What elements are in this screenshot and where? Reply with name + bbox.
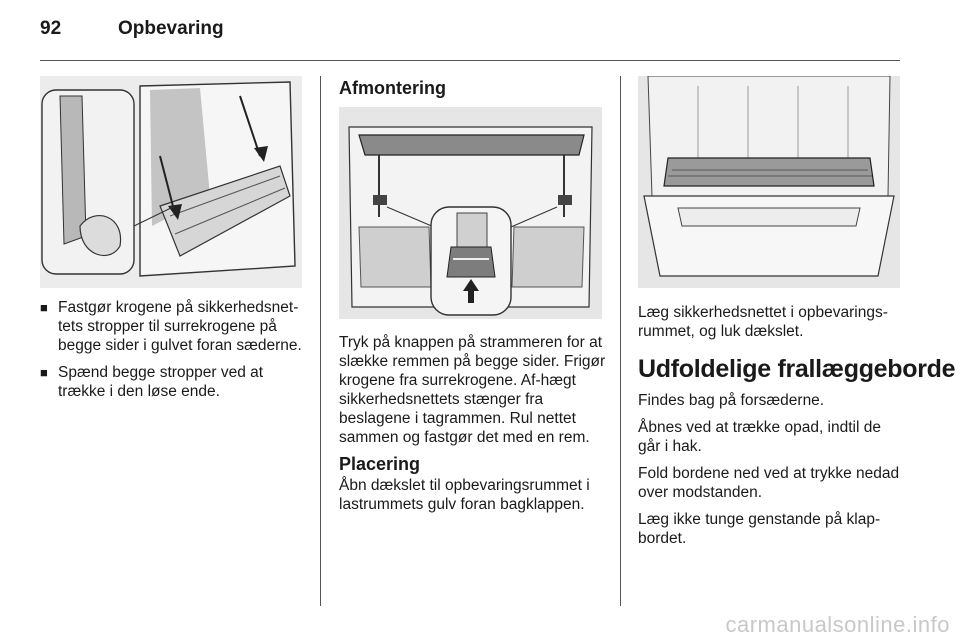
bullet-text: Spænd begge stropper ved at trække i den løse ende. — [58, 364, 264, 400]
bullet-text: Fastgør krogene på sikkerhedsnet-tets stropper til surrekrogene på begge sider i gulvet foran sæderne. — [58, 299, 302, 354]
storage-paragraph: Læg sikkerhedsnettet i opbevarings-rummet, og luk dækslet. — [638, 304, 888, 340]
right-column-text — [638, 303, 956, 556]
bullet-mark: ■ — [40, 365, 48, 380]
figure-storage-compartment — [638, 76, 900, 288]
list-item — [40, 298, 308, 355]
figure-tensioner — [339, 107, 602, 319]
middle-column-text — [339, 333, 609, 522]
placering-paragraph: Åbn dækslet til opbevaringsrummet i lastrummets gulv foran bagklappen. — [339, 477, 590, 513]
header-rule — [40, 60, 900, 61]
figure-net-hooks — [40, 76, 302, 288]
afmontering-heading: Afmontering — [339, 78, 446, 98]
folding-tables-paragraph: Læg ikke tunge genstande på klap-bordet. — [638, 511, 881, 547]
watermark: carmanualsonline.info — [725, 612, 950, 637]
page-number: 92 — [40, 18, 62, 39]
folding-tables-paragraph: Fold bordene ned ved at trykke nedad over modstanden. — [638, 465, 900, 501]
placering-heading: Placering — [339, 454, 421, 474]
left-column-text — [40, 298, 308, 409]
column-divider-1 — [320, 76, 321, 606]
list-item — [40, 363, 308, 401]
afmontering-paragraph: Tryk på knappen på strammeren for at slække remmen på begge sider. Frigør krogene fra surrekrogene. Af-hægt sikkerhedsnettets stænger fra beslagene i tagrammen. Rul nettet sammen og fastgør det med en rem. — [339, 334, 606, 446]
folding-tables-heading: Udfoldelige frallæggeborde — [638, 355, 956, 383]
bullet-mark: ■ — [40, 300, 48, 315]
column-divider-2 — [620, 76, 621, 606]
folding-tables-paragraph: Åbnes ved at trække opad, indtil de går i hak. — [638, 419, 881, 455]
bullet-list — [40, 298, 308, 401]
section-title: Opbevaring — [118, 18, 224, 39]
folding-tables-paragraph: Findes bag på forsæderne. — [638, 392, 825, 409]
